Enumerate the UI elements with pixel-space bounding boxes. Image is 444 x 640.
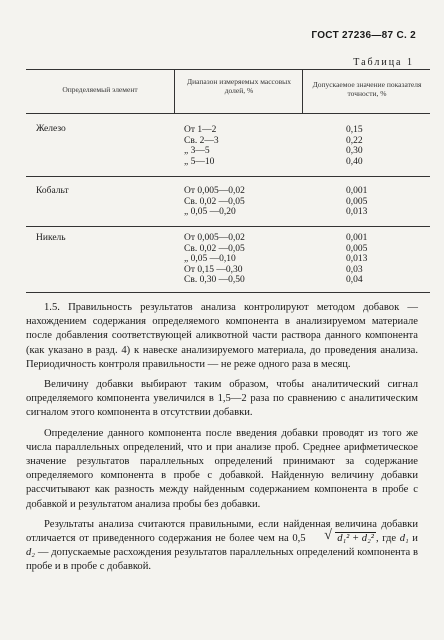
table-header-rule <box>26 113 430 114</box>
accuracy-value: 0,013 <box>346 207 368 217</box>
body-text <box>26 301 418 581</box>
range-list <box>184 186 245 218</box>
results-text-and: и <box>412 533 418 545</box>
accuracy-value: 0,001 <box>346 233 368 243</box>
element-name: Никель <box>36 233 66 243</box>
accuracy-value: 0,005 <box>346 243 368 254</box>
accuracy-value: 0,005 <box>346 196 368 207</box>
paragraph-determination: Определение данного компонента после введения добавки проводят из того же числа параллельных определений, что и при анализе проб. Среднее арифметическое значение результатов параллельных определений принимают за содержание определяемого компонента в пробе с добавкой. Найденную величину добавки рассчитывают как разность между найденным содержанием компонента в пробе с добавкой и результатом анализа пробы без добавки. <box>26 427 418 510</box>
document-header: ГОСТ 27236—87 С. 2 <box>311 30 416 41</box>
accuracy-value: 0,40 <box>346 156 363 167</box>
formula-radicand: d₁² + d₂² <box>337 533 374 545</box>
paragraph-addition-size: Величину добавки выбирают таким образом, чтобы аналитический сигнал определяемого компонента увеличился в 1,5—2 раза по сравнению с аналитическим сигналом этого компонента в отсутствии добавки. <box>26 379 418 419</box>
square-root-formula <box>309 532 376 546</box>
element-name: Железо <box>36 124 66 134</box>
accuracy-value: 0,013 <box>346 254 368 264</box>
range-value: От 0,005—0,02 <box>184 186 245 196</box>
table-caption: Таблица 1 <box>353 57 414 68</box>
range-value: „ 0,05 —0,20 <box>184 207 236 217</box>
accuracy-list <box>346 186 367 218</box>
accuracy-value: 0,15 <box>346 125 363 135</box>
results-text-end: — допускаемые расхождения результатов параллельных определений компонента в пробе и в пробе с добавкой. <box>26 547 418 573</box>
accuracy-value: 0,04 <box>346 275 363 285</box>
range-list <box>184 233 245 286</box>
table-col-divider <box>302 69 303 113</box>
table-col-divider <box>174 69 175 113</box>
table-top-rule <box>26 69 430 70</box>
table-row-rule <box>26 226 430 227</box>
range-value: Св. 0,30 —0,50 <box>184 275 245 285</box>
variable-d2: d₂ <box>26 547 35 559</box>
column-header-element: Определяемый элемент <box>62 85 138 94</box>
element-name: Кобальт <box>36 186 69 196</box>
range-value: „ 0,05 —0,10 <box>184 254 236 264</box>
results-text-start: Результаты анализа считаются правильными, если найденная величина добавки отличается от приведенного содержания не более чем на 0,5 <box>26 518 418 545</box>
range-value: Св. 0,02 —0,05 <box>184 243 245 254</box>
range-value: „ 3—5 <box>184 146 210 156</box>
accuracy-value: 0,22 <box>346 135 363 146</box>
range-value: От 0,15 —0,30 <box>184 264 243 275</box>
accuracy-list <box>346 233 367 286</box>
range-value: От 1—2 <box>184 125 217 135</box>
accuracy-value: 0,001 <box>346 186 368 196</box>
table-bottom-rule <box>26 292 430 293</box>
column-header-range: Диапазон измеряемых массовых долей, % <box>187 77 291 95</box>
range-value: Св. 0,02 —0,05 <box>184 196 245 207</box>
accuracy-value: 0,03 <box>346 264 363 275</box>
range-value: Св. 2—3 <box>184 135 219 146</box>
paragraph-1-5: 1.5. Правильность результатов анализа контролируют методом добавок — нахождением содержания определяемого компонента в анализируемом материале после добавления соответствующей аликвотной части раствора данного компонента (как указано в разд. 4) к навеске анализируемого материала, до проведения анализа. Периодичность контроля правильности — не реже одного раза в месяц. <box>26 302 418 370</box>
accuracy-list <box>346 125 363 167</box>
variable-d1: d₁ <box>399 533 409 545</box>
range-list <box>184 125 219 167</box>
paragraph-results <box>26 518 418 575</box>
table-row-rule <box>26 176 430 177</box>
accuracy-value: 0,30 <box>346 146 363 156</box>
results-text-mid: , где <box>375 533 397 545</box>
range-value: От 0,005—0,02 <box>184 233 245 243</box>
column-header-accuracy: Допускаемое значение показателя точности, % <box>312 80 422 98</box>
range-value: „ 5—10 <box>184 156 215 167</box>
